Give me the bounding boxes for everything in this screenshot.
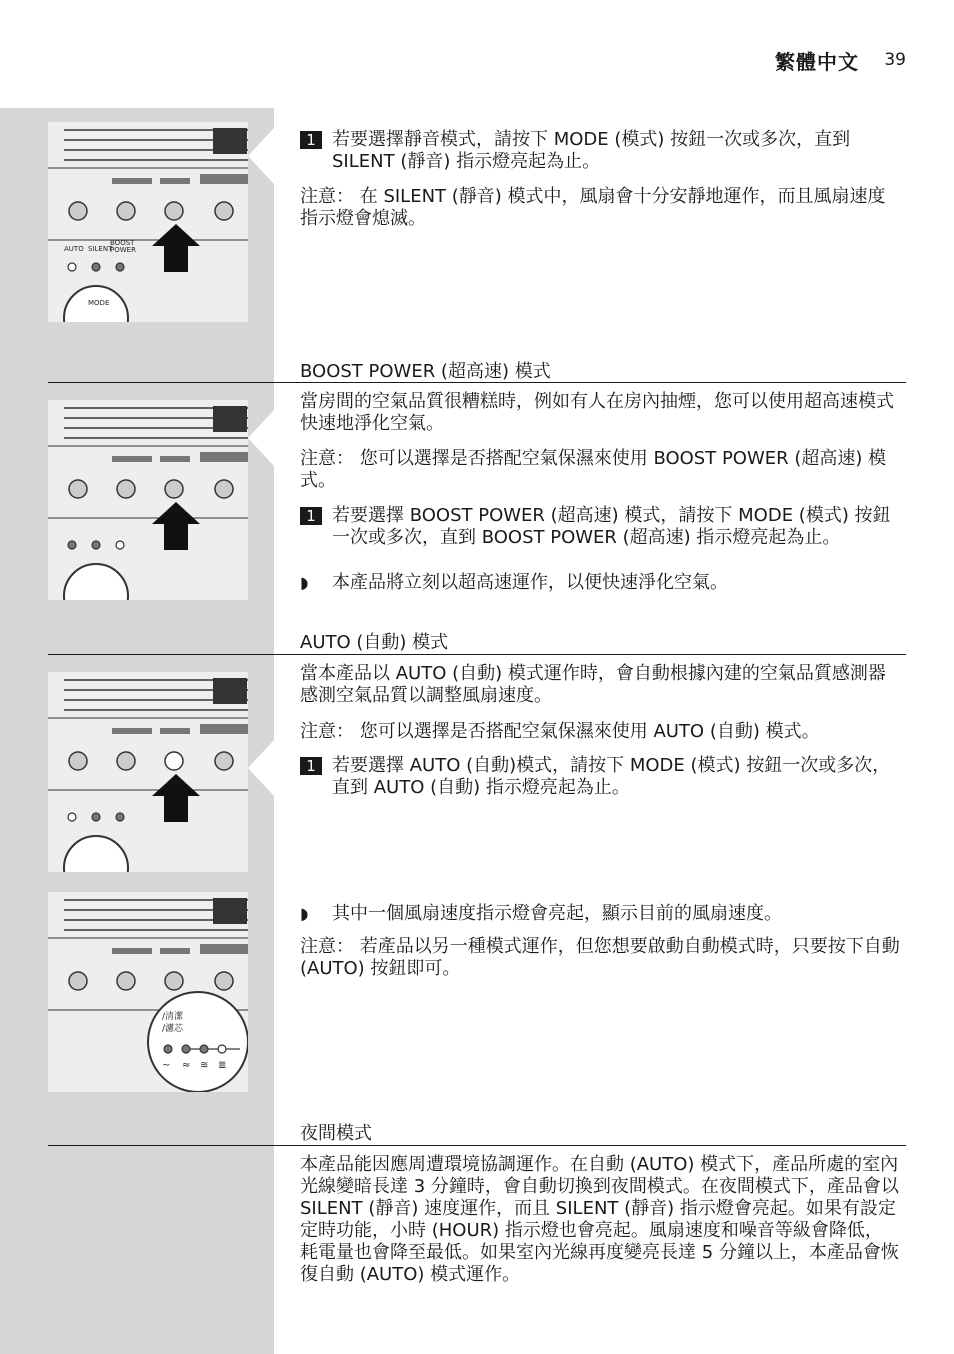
boost-step-1 [300,505,900,549]
boost-step-1-text: 若要選擇 BOOST POWER (超高速) 模式，請按下 MODE (模式) 按鈕一次或多次，直到 BOOST POWER (超高速) 指示燈亮起為止。 [332,505,891,548]
auto-bullet-text: 其中一個風扇速度指示燈會亮起，顯示目前的風扇速度。 [332,903,782,924]
boost-heading: BOOST POWER (超高速) 模式 [300,361,551,382]
night-body: 本產品能因應周遭環境協調運作。在自動 (AUTO) 模式下，產品所處的室內光線變暗長達 3 分鐘時，會自動切換到夜間模式。在夜間模式下，產品會以 SILENT (靜音) 速度運作，而且 SILENT (靜音) 指示燈會亮起。如果有設定定時功能，小時 (HOUR) 指示燈也會亮起。風扇速度和噪音等級會降低，耗電量也會降至最低。如果室內光線再度變亮長達 5 分鐘以上，本產品會恢復自動 (AUTO) 模式運作。 [300,1154,899,1285]
auto-rule [48,654,906,655]
language-title: 繁體中文 [775,50,859,74]
auto-step-1 [300,755,900,799]
auto-heading: AUTO (自動) 模式 [300,632,449,653]
step-number: 1 [300,757,322,775]
auto-intro: 當本產品以 AUTO (自動) 模式運作時，會自動根據內建的空氣品質感測器感測空氣品質以調整風扇速度。 [300,663,886,706]
panel-label-silent: SILENT [88,245,113,253]
bullet-icon: ◗ [300,904,309,923]
auto-bullet [300,903,900,925]
night-heading: 夜間模式 [300,1123,372,1144]
callout-pointer-1 [248,128,274,184]
step-number: 1 [300,131,322,149]
illustration-silent-mode [48,122,248,322]
panel-fan-head: /清潔 [162,1012,184,1022]
panel-label-mode: MODE [88,299,110,307]
step-number: 1 [300,507,322,525]
silent-step-1-text: 若要選擇靜音模式，請按下 MODE (模式) 按鈕一次或多次，直到 SILENT (靜音) 指示燈亮起為止。 [332,129,851,172]
boost-bullet [300,572,900,594]
panel-fan-head2: /濾芯 [162,1024,184,1034]
boost-intro: 當房間的空氣品質很糟糕時，例如有人在房內抽煙，您可以使用超高速模式快速地淨化空氣。 [300,391,894,434]
auto-note: 注意： 您可以選擇是否搭配空氣保濕來使用 AUTO (自動) 模式。 [300,721,820,742]
bullet-icon: ◗ [300,573,309,592]
panel-label-power: POWER [110,246,136,254]
boost-rule [48,382,906,383]
fan-speed-3-icon: ≋ [200,1060,209,1071]
auto-step-1-text: 若要選擇 AUTO (自動)模式，請按下 MODE (模式) 按鈕一次或多次，直到 AUTO (自動) 指示燈亮起為止。 [332,755,891,798]
boost-note: 注意： 您可以選擇是否搭配空氣保濕來使用 BOOST POWER (超高速) 模式。 [300,448,887,491]
illustration-boost-mode [48,400,248,600]
night-rule [48,1145,906,1146]
panel-label-auto: AUTO [64,245,84,253]
boost-bullet-text: 本產品將立刻以超高速運作，以便快速淨化空氣。 [332,572,728,593]
callout-pointer-3 [248,740,274,796]
illustration-auto-mode [48,672,248,872]
silent-note: 注意： 在 SILENT (靜音) 模式中，風扇會十分安靜地運作，而且風扇速度指示燈會熄滅。 [300,186,886,229]
panel-label-boost: BOOST [110,239,135,247]
callout-pointer-2 [248,410,274,466]
fan-speed-2-icon: ≈ [182,1060,191,1071]
fan-speed-1-icon: ~ [162,1060,171,1071]
silent-step-1 [300,129,900,173]
page-number: 39 [884,50,906,70]
fan-speed-4-icon: ≣ [218,1060,227,1071]
auto-note-2: 注意： 若產品以另一種模式運作，但您想要啟動自動模式時，只要按下自動 (AUTO) 按鈕即可。 [300,936,900,979]
illustration-fan-speed [48,892,248,1092]
